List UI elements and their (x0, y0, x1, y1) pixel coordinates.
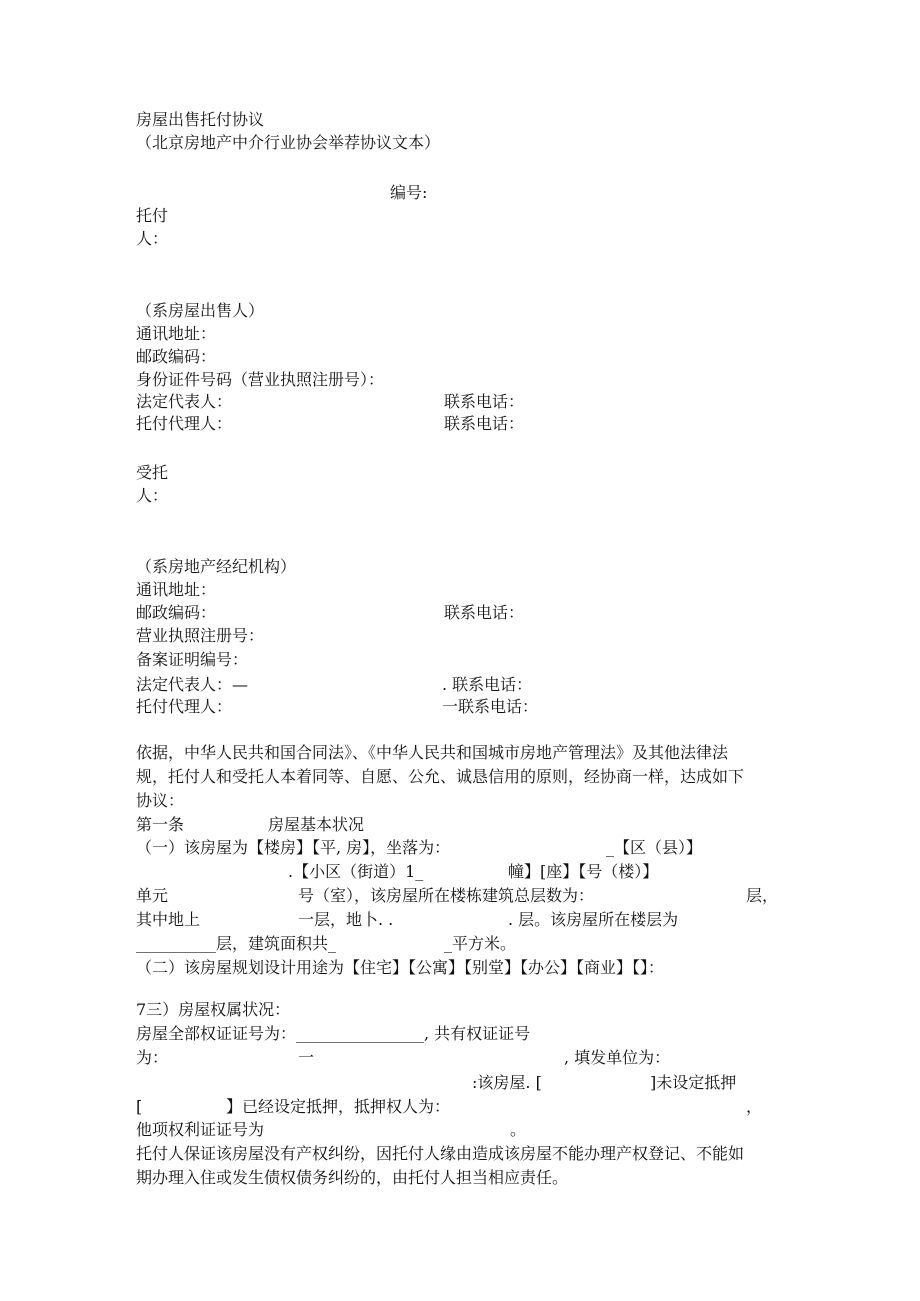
article-1-clause-1-f: 号（室），该房屋所在楼栋建筑总层数为： (298, 886, 595, 905)
principal-agent: 托付代理人： (136, 414, 233, 433)
article-1-clause-3-g: [ (136, 1097, 143, 1116)
article-1-clause-3-j: 他项权利证证号为 (136, 1120, 265, 1139)
article-1-clause-3-h: 】已经设定抵押，抵押权人为： (226, 1097, 451, 1116)
principal-id-number: 身份证件号码（营业执照注册号）： (136, 370, 385, 389)
trustee-label-cont: 人： (136, 486, 169, 505)
article-1-clause-3-c: 一 (298, 1048, 315, 1067)
article-1-clause-3-a: 房屋全部权证证号为：________________, 共有权证证号 (136, 1024, 531, 1043)
article-1-clause-3-heading: 7三）房屋权属状况： (136, 1000, 291, 1019)
article-1-clause-4-line-1: 托付人保证该房屋没有产权纠纷，因托付人缘由造成该房屋不能办理产权登记、不能如 (136, 1144, 745, 1163)
article-1-number: 第一条 (136, 815, 185, 834)
article-1-clause-3-k: 。 (510, 1120, 527, 1139)
trustee-legal-rep-phone: . 联系电话： (442, 675, 533, 694)
principal-legal-rep: 法定代表人： (136, 392, 233, 411)
article-1-clause-3-d: , 填发单位为： (564, 1048, 671, 1067)
article-1-heading: 房屋基本状况 (268, 815, 365, 834)
principal-role: （系房屋出售人） (136, 301, 265, 320)
basis-line-3: 协议： (136, 791, 185, 810)
contract-number-label: 编号: (390, 183, 428, 202)
article-1-clause-1-h: 其中地上 (136, 910, 201, 929)
trustee-address: 通讯地址： (136, 580, 217, 599)
principal-postcode: 邮政编码： (136, 347, 217, 366)
article-1-clause-1-b: _【区（县）】 (606, 838, 703, 857)
article-1-clause-1-g: 层， (746, 886, 779, 905)
article-1-clause-1-j: . 层。该房屋所在楼层为 (508, 910, 679, 929)
article-1-clause-3-e: :该房屋. [ (472, 1073, 542, 1092)
document-subtitle: （北京房地产中介行业协会举荐协议文本） (136, 133, 441, 152)
article-1-clause-4-line-2: 期办理入住或发生债权债务纠纷的，由托付人担当相应责任。 (136, 1168, 569, 1187)
document-title: 房屋出售托付协议 (136, 110, 265, 129)
trustee-agent: 托付代理人： (136, 697, 233, 716)
basis-line-1: 依据，中华人民共和国合同法》、《中华人民共和国城市房地产管理法》及其他法律法 (136, 743, 729, 762)
article-1-clause-1-l: _平方米。 (444, 934, 517, 953)
article-1-clause-1-c: .【小区（街道）1_ (288, 862, 424, 881)
trustee-postcode-phone: 联系电话： (444, 603, 525, 622)
trustee-license: 营业执照注册号： (136, 626, 265, 645)
principal-label-cont: 人： (136, 229, 169, 248)
article-1-clause-1-k: __________层，建筑面积共_ (136, 934, 337, 953)
article-1-clause-1-i: 一层，地卜. . (298, 910, 394, 929)
article-1-clause-1-e: 单元 (136, 886, 169, 905)
principal-agent-phone: 联系电话： (444, 414, 525, 433)
article-1-clause-1-a: （一）该房屋为【楼房】【平, 房】，坐落为： (136, 838, 451, 857)
trustee-legal-rep: 法定代表人：— (136, 675, 249, 694)
article-1-clause-3-b: 为： (136, 1048, 169, 1067)
trustee-postcode: 邮政编码： (136, 603, 217, 622)
principal-legal-rep-phone: 联系电话： (444, 392, 525, 411)
trustee-agent-phone: 一联系电话： (442, 697, 539, 716)
trustee-role: （系房地产经纪机构） (136, 557, 297, 576)
article-1-clause-1-d: 幢】[座】【号（楼）】 (508, 862, 659, 881)
article-1-clause-3-i: ， (746, 1097, 763, 1116)
trustee-label: 受托 (136, 463, 169, 482)
principal-address: 通讯地址： (136, 324, 217, 343)
article-1-clause-3-f: ]未设定抵押 (650, 1073, 737, 1092)
principal-label: 托付 (136, 206, 169, 225)
basis-line-2: 规，托付人和受托人本着同等、自愿、公允、诚恳信用的原则，经协商一样，达成如下 (136, 767, 745, 786)
article-1-clause-2: （二）该房屋规划设计用途为【住宅】【公寓】【别堂】【办公】【商业】【】： (136, 958, 665, 977)
trustee-filing: 备案证明编号： (136, 650, 249, 669)
